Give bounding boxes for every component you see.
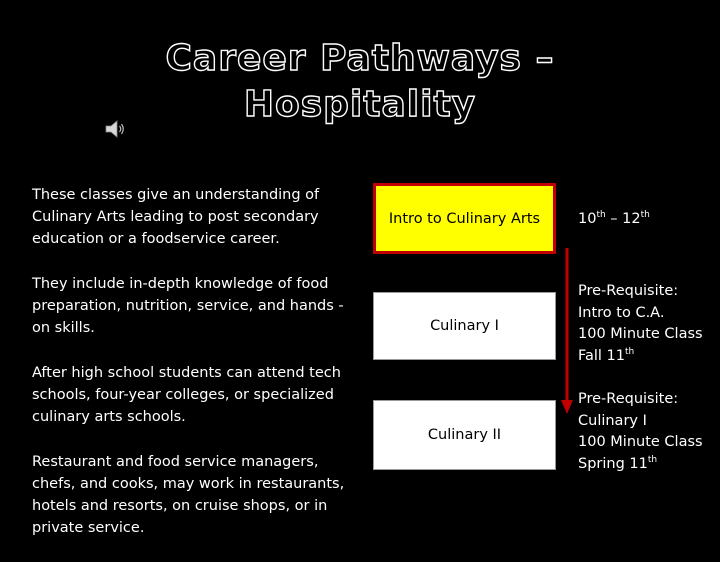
prereq-label: Pre-Requisite: <box>578 391 679 407</box>
title-line-1: Career Pathways – <box>165 38 555 79</box>
course-name: Intro to Culinary Arts <box>388 210 541 227</box>
course-name: Culinary II <box>427 427 502 443</box>
course-name: Culinary I <box>430 318 499 334</box>
course-box-intro <box>373 183 556 254</box>
description-paragraph: After high school students can attend tech schools, four-year colleges, or specialized culinary arts schools. <box>32 365 341 425</box>
term: Fall 11th <box>578 346 635 364</box>
class-length: 100 Minute Class <box>578 326 703 342</box>
prereq-value: Intro to C.A. <box>578 304 665 321</box>
title-line-2: Hospitality <box>243 84 477 125</box>
description-paragraph: Restaurant and food service managers, chefs, and cooks, may work in restaurants, hotels and resorts, on cruise shops, or in private service. <box>32 454 345 536</box>
term: Spring 11th <box>578 454 658 472</box>
class-length: 100 Minute Class <box>578 434 703 450</box>
prereq-value: Culinary I <box>578 412 647 429</box>
description-column <box>32 184 350 562</box>
culinary-2-info <box>578 389 703 475</box>
grade-range: 10th – 12th <box>578 210 650 227</box>
pathway-arrow-icon <box>559 248 575 416</box>
culinary-1-info <box>578 281 703 367</box>
description-paragraph: They include in-depth knowledge of food preparation, nutrition, service, and hands -on skills. <box>32 276 344 336</box>
prereq-label: Pre-Requisite: <box>578 283 679 299</box>
course-box-culinary-1 <box>373 292 556 360</box>
description-paragraph: These classes give an understanding of Culinary Arts leading to post secondary education or a foodservice career. <box>32 187 320 247</box>
slide-title <box>150 36 570 128</box>
speaker-icon[interactable] <box>104 118 126 140</box>
course-box-culinary-2 <box>373 400 556 470</box>
